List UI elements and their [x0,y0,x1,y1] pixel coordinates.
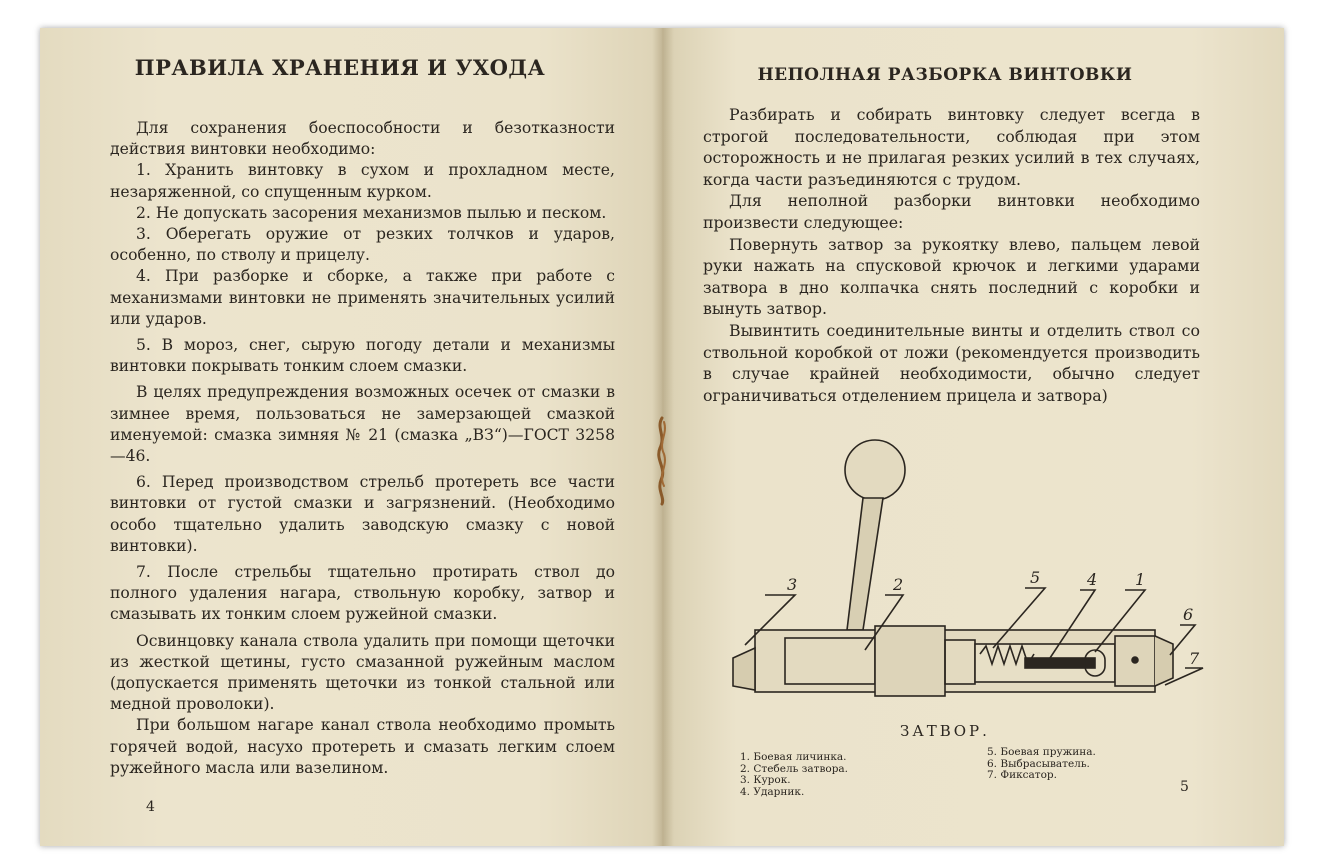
paragraph: 3. Оберегать оружие от резких толчков и ударов, особенно, по стволу и прицелу. [110,225,615,265]
paragraph: 6. Перед производством стрельб протереть все части винтовки от густой смазки и загрязнений. (Необходимо особо тщательно удалить заводскую смазку с новой винтовки). [110,473,615,555]
paragraph: Повернуть затвор за рукоятку влево, пальцем левой руки нажать на спусковой крючок и легкими ударами затвора в дно колпачка снять последний с коробки и вынуть затвор. [703,234,1200,319]
paragraph: Освинцовку канала ствола удалить при помощи щеточки из жесткой щетины, густо смазанной ружейным маслом (допускается применять щеточки из тонкой стальной или медной проволоки). [110,631,615,714]
paragraph: 1. Хранить винтовку в сухом и прохладном месте, незаряженной, со спущенным курком. [110,161,615,201]
left-page-text [110,118,615,779]
paragraph: 2. Не допускать засорения механизмов пылью и песком. [136,203,607,222]
callout-label-4: 4 [1087,570,1098,589]
paragraph: Для сохранения боеспособности и безотказности действия винтовки необходимо: [110,119,615,159]
page-number-right: 5 [1180,779,1189,795]
right-page-title: НЕПОЛНАЯ РАЗБОРКА ВИНТОВКИ [757,65,1133,85]
callout-label-5: 5 [1030,568,1041,587]
binding-thread-icon [652,416,672,506]
figure-caption: ЗАТВОР. [900,722,990,740]
paragraph: Разбирать и собирать винтовку следует всегда в строгой последовательности, соблюдая при этом осторожность и не прилагая резких усилий в тех случаях, когда части разъединяются с трудом. [703,105,1200,189]
right-page-text [703,104,1200,406]
callout-label-3: 3 [787,575,798,594]
callout-label-2: 2 [893,575,904,594]
legend-item: 4. Ударник. [740,785,805,798]
legend-item: 7. Фиксатор. [987,769,1057,781]
paragraph: В целях предупреждения возможных осечек от смазки в зимнее время, пользоваться не замерзающей смазкой именуемой: смазка зимняя № 21 (смазка „ВЗ“)—ГОСТ 3258—46. [110,383,615,466]
legend-item: 2. Стебель затвора. [740,762,849,775]
paragraph: 5. В мороз, снег, сырую погоду детали и механизмы винтовки покрывать тонким слоем смазки. [110,336,615,376]
page-number-left: 4 [146,799,155,815]
bolt-diagram [725,430,1205,720]
paragraph: Вывинтить соединительные винты и отделить ствол со ствольной коробкой от ложи (рекомендуется производить в случае крайней необходимости, обычно следует ограничиваться отделением прицела и затвора) [703,320,1200,405]
legend-item: 6. Выбрасыватель. [987,757,1090,770]
legend-left [740,752,848,798]
paragraph: 7. После стрельбы тщательно протирать ствол до полного удаления нагара, ствольную коробку, затвор и смазывать их тонким слоем ружейной смазки. [110,563,615,624]
legend-item: 1. Боевая личинка. [740,751,847,763]
left-page-title: ПРАВИЛА ХРАНЕНИЯ И УХОДА [134,55,546,80]
callout-label-1: 1 [1135,570,1146,589]
callout-label-7: 7 [1189,649,1200,668]
paragraph: Для неполной разборки винтовки необходимо произвести следующее: [703,191,1200,232]
paragraph: При большом нагаре канал ствола необходимо промыть горячей водой, насухо протереть и смазать легким слоем ружейного масла или вазелином. [110,716,615,777]
legend-item: 3. Курок. [740,774,791,786]
callout-label-6: 6 [1183,605,1194,624]
paragraph: 4. При разборке и сборке, а также при работе с механизмами винтовки не применять значительных усилий или ударов. [110,267,615,328]
legend-item: 5. Боевая пружина. [987,746,1096,758]
legend-right [987,747,1096,782]
